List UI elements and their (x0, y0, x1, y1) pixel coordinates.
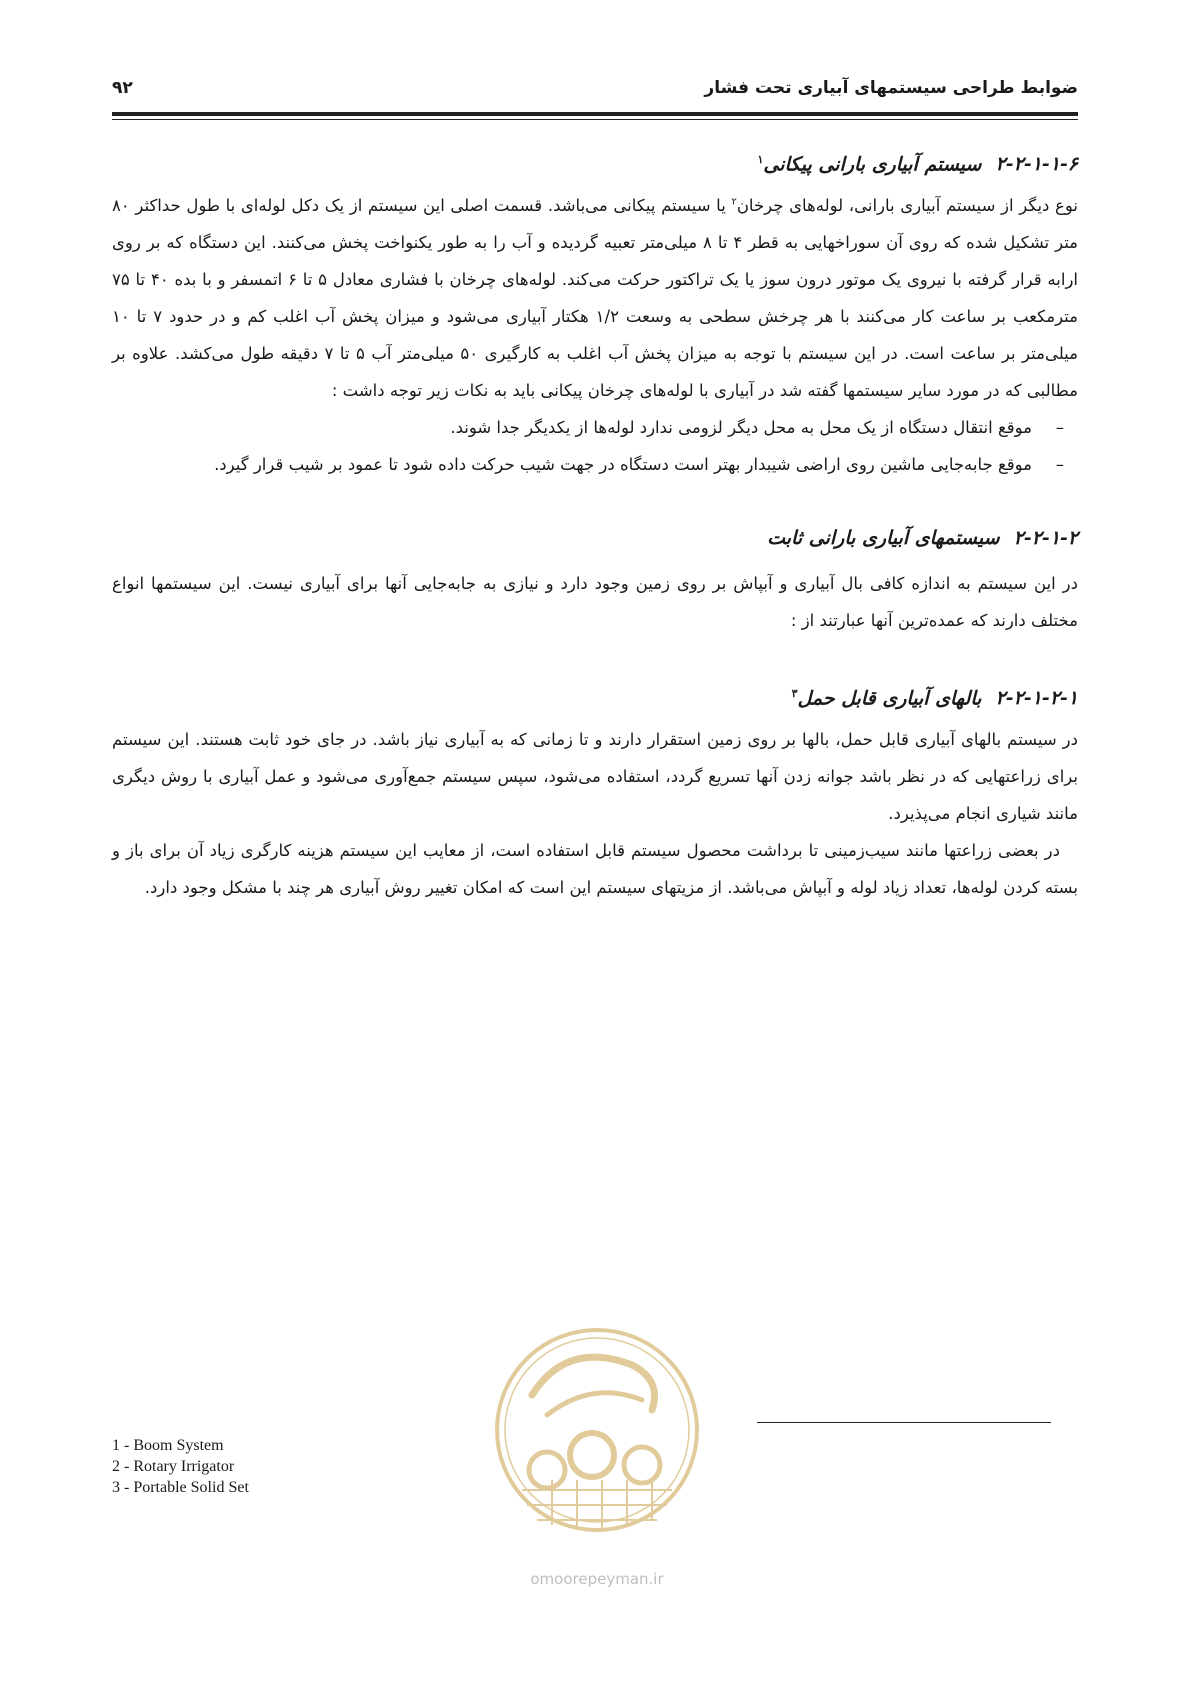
paragraph-portable-2: در بعضی زراعتها مانند سیب‌زمینی تا برداشت محصول سیستم قابل استفاده است، از معایب این سیستم هزینه کارگری زیاد آن برای باز و بسته کردن لوله‌ها، تعداد زیاد لوله و آبپاش می‌باشد. از مزیتهای سیستم این است که امکان تغییر روش آبیاری هر چند با مشکل وجود دارد. (112, 841, 1078, 897)
page-body (112, 145, 1078, 906)
watermark-seal-icon (492, 1320, 702, 1570)
section-title: سیستم آبیاری بارانی پیکانی (763, 153, 982, 176)
footnote-ref: ۳ (791, 687, 798, 700)
section-number: ۲-۲-۱-۱-۶ (995, 153, 1078, 176)
footnotes (112, 1435, 249, 1498)
header-rule-thin (112, 119, 1078, 120)
footnote-item: 2 - Rotary Irrigator (112, 1458, 235, 1475)
page-number: ۹۲ (112, 78, 133, 98)
list-item: – موقع جابه‌جایی ماشین روی اراضی شیبدار بهتر است دستگاه در جهت شیب حرکت داده شود تا عمود بر شیب قرار گیرد. (214, 455, 1064, 474)
running-title: ضوابط طراحی سیستمهای آبیاری تحت فشار (704, 78, 1078, 98)
footnote-ref: ۲ (731, 196, 737, 208)
list-item: – موقع انتقال دستگاه از یک محل به محل دیگر لزومی ندارد لوله‌ها از یکدیگر جدا شوند. (450, 418, 1064, 437)
paragraph-boom: نوع دیگر از سیستم آبیاری بارانی، لوله‌های چرخان$^۲$ یا سیستم پیکانی می‌باشد. قسمت اصلی این سیستم از یک دکل لوله‌ای با طول حداکثر ۸۰ متر تشکیل شده که روی آن سوراخهایی به قطر ۴ تا ۸ میلی‌متر تعبیه گردیده و آب را به طور یکنواخت پخش می‌کنند. این دستگاه که بر روی ارابه قرار گرفته با نیروی یک موتور درون سوز یا یک تراکتور حرکت می‌کند. لوله‌های چرخان با فشاری معادل ۵ تا ۶ اتمسفر و با بده ۴۰ تا ۷۵ مترمکعب بر ساعت کار می‌کنند با هر چرخش سطحی به وسعت ۱/۲ هکتار آبیاری می‌شود و میزان پخش آب اغلب کم و در حدود ۷ تا ۱۰ میلی‌متر بر ساعت است. در این سیستم با توجه به میزان پخش آب اغلب به کارگیری ۵۰ میلی‌متر آب ۵ تا ۷ دقیقه طول می‌کشد. علاوه بر مطالبی که در مورد سایر سیستمها گفته شد در آبیاری با لوله‌های چرخان پیکانی باید به نکات زیر توجه داشت : (112, 196, 1079, 400)
section-number: ۲-۲-۱-۲-۱ (995, 687, 1078, 710)
paragraph-portable: در سیستم بالهای آبیاری قابل حمل، بالها بر روی زمین استقرار دارند و تا زمانی که به آبیاری نیاز باشد. در جای خود ثابت هستند. این سیستم برای زراعتهایی که در نظر باشد جوانه زدن آنها تسریع گردد، استفاده می‌شود، سپس سیستم جمع‌آوری می‌شود و عمل آبیاری با روش دیگری مانند شیاری انجام می‌پذیرد. (112, 730, 1078, 823)
footnote-item: 1 - Boom System (112, 1437, 224, 1454)
footnote-rule (757, 1422, 1051, 1423)
paragraph-solid-set: در این سیستم به اندازه کافی بال آبیاری و آبپاش بر روی زمین وجود دارد و نیازی به جابه‌جایی آنها برای آبیاری نیست. این سیستمها انواع مختلف دارند که عمده‌ترین آنها عبارتند از : (112, 574, 1078, 630)
footnote-ref: ۱ (757, 153, 764, 166)
section-number: ۲-۲-۱-۲ (1013, 527, 1078, 549)
watermark-url: omoorepeyman.ir (530, 1570, 664, 1588)
section-heading-solid-set (112, 523, 1078, 553)
section-title: بالهای آبیاری قابل حمل (797, 687, 982, 710)
page-header (112, 74, 1078, 108)
bullet-list (112, 409, 1078, 483)
section-heading-boom (112, 145, 1078, 175)
watermark-logo (492, 1320, 702, 1600)
header-rule (112, 112, 1078, 116)
section-heading-portable (112, 679, 1078, 709)
footnote-item: 3 - Portable Solid Set (112, 1479, 249, 1496)
section-title: سیستمهای آبیاری بارانی ثابت (767, 527, 1000, 549)
